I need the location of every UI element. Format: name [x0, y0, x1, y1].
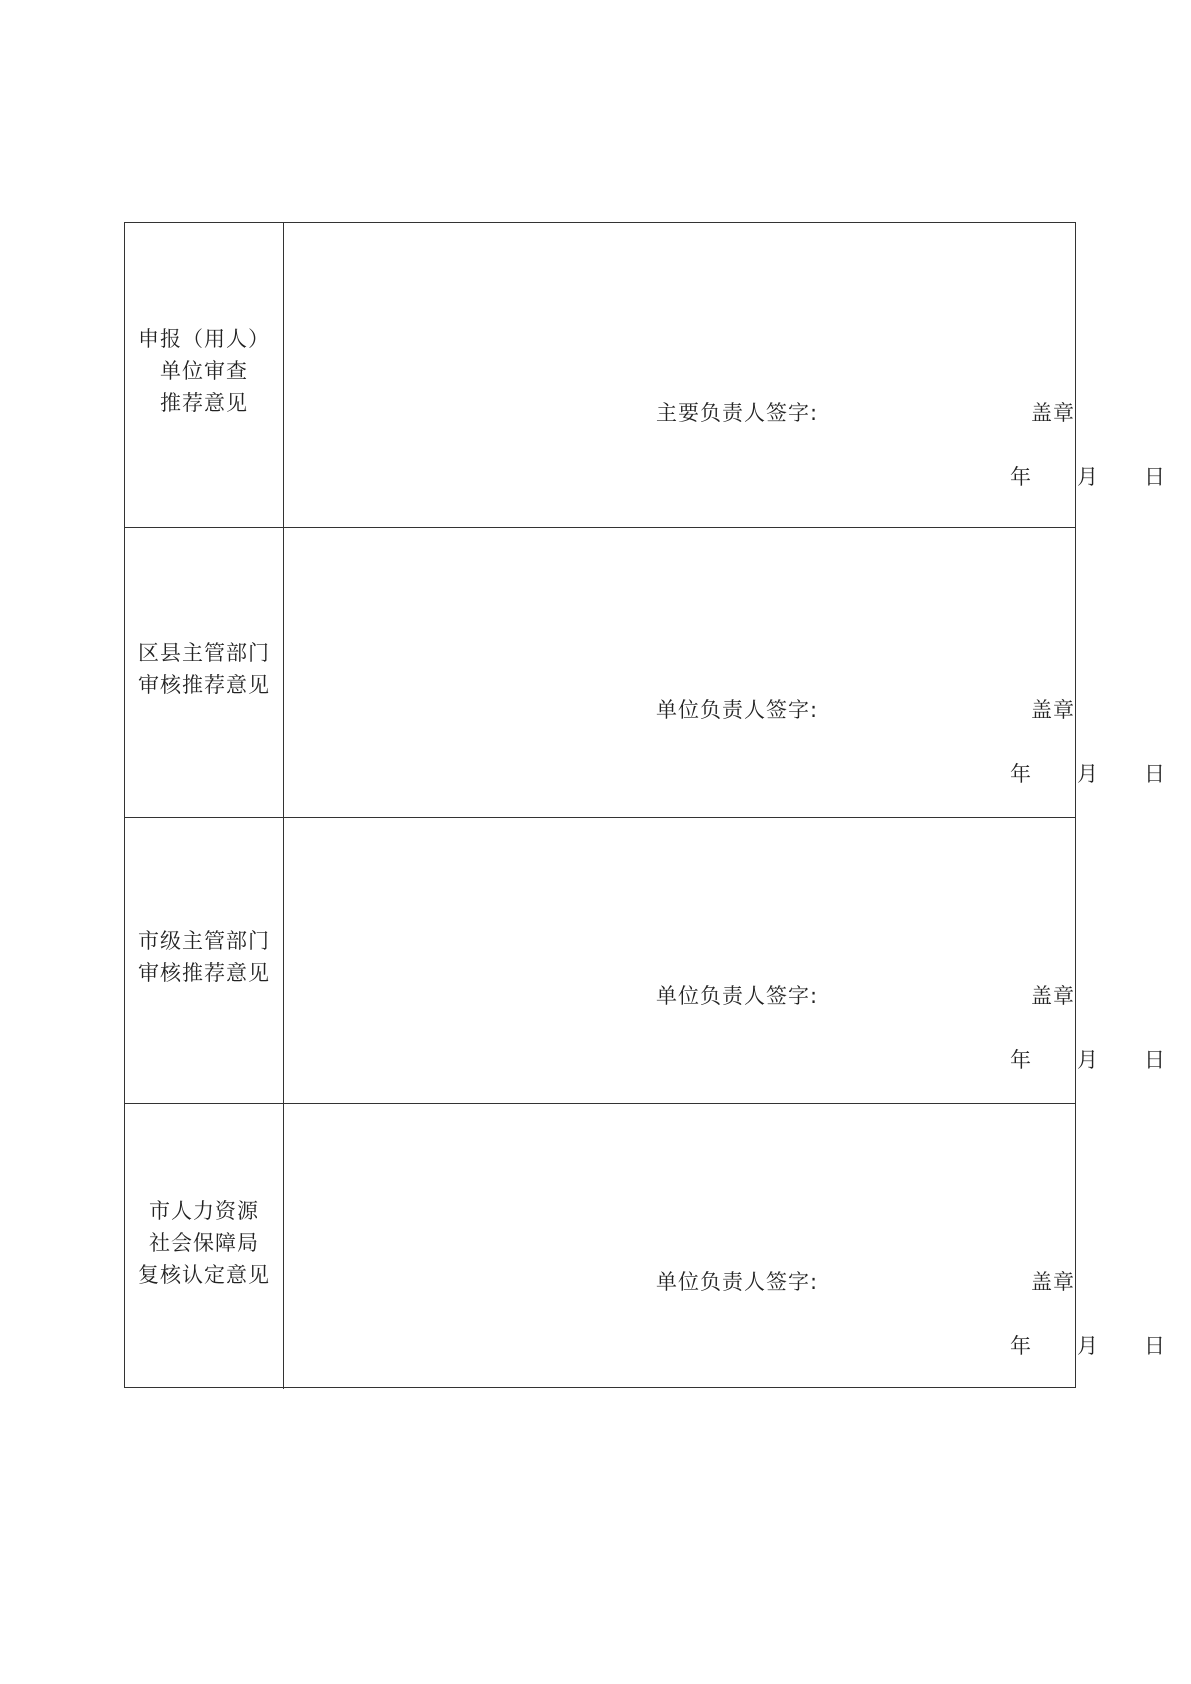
row-label-cell: [125, 223, 284, 527]
date-month-label: 月: [1077, 1048, 1098, 1072]
row-label-line: 市人力资源: [149, 1198, 259, 1223]
seal-label: 盖章: [1031, 698, 1075, 722]
date-year-label: 年: [1010, 1048, 1031, 1072]
row-label-line: 申报（用人）: [138, 327, 270, 351]
row-label-line: 市级主管部门: [138, 928, 270, 953]
row-label-line: 社会保障局: [149, 1230, 259, 1255]
row-label: [138, 925, 270, 989]
row-label-line: 单位审查: [160, 359, 248, 383]
opinion-input-area[interactable]: [284, 1104, 1165, 1389]
row-label-cell: [125, 1104, 284, 1389]
date-year-label: 年: [1010, 762, 1031, 786]
opinion-input-area[interactable]: [284, 528, 1165, 817]
date-month-label: 月: [1077, 465, 1098, 489]
date-month-label: 月: [1077, 762, 1098, 786]
date-day-label: 日: [1144, 1048, 1165, 1072]
date-month-label: 月: [1077, 1334, 1098, 1358]
row-label-line: 推荐意见: [160, 391, 248, 415]
row-label: [138, 637, 270, 701]
row-label-cell: [125, 818, 284, 1103]
district-dept-review-row: [125, 527, 1165, 817]
row-label: [138, 323, 270, 419]
seal-label: 盖章: [1031, 984, 1075, 1008]
signature-label: 单位负责人签字:: [656, 698, 819, 722]
row-label: [138, 1195, 270, 1291]
row-label-line: 区县主管部门: [138, 640, 270, 665]
row-label-line: 审核推荐意见: [138, 672, 270, 697]
date-year-label: 年: [1010, 465, 1031, 489]
applicant-unit-review-row: [125, 223, 1165, 527]
hr-bureau-review-row: [125, 1103, 1165, 1389]
date-day-label: 日: [1144, 1334, 1165, 1358]
signature-label: 主要负责人签字:: [656, 401, 819, 425]
row-label-line: 复核认定意见: [138, 1262, 270, 1287]
date-day-label: 日: [1144, 465, 1165, 489]
seal-label: 盖章: [1031, 401, 1075, 425]
date-year-label: 年: [1010, 1334, 1031, 1358]
approval-form-table: [124, 222, 1165, 1388]
city-dept-review-row: [125, 817, 1165, 1103]
signature-label: 单位负责人签字:: [656, 1270, 819, 1294]
row-label-line: 审核推荐意见: [138, 960, 270, 985]
opinion-input-area[interactable]: [284, 818, 1165, 1103]
row-label-cell: [125, 528, 284, 817]
signature-label: 单位负责人签字:: [656, 984, 819, 1008]
seal-label: 盖章: [1031, 1270, 1075, 1294]
date-day-label: 日: [1144, 762, 1165, 786]
opinion-input-area[interactable]: [284, 223, 1165, 527]
